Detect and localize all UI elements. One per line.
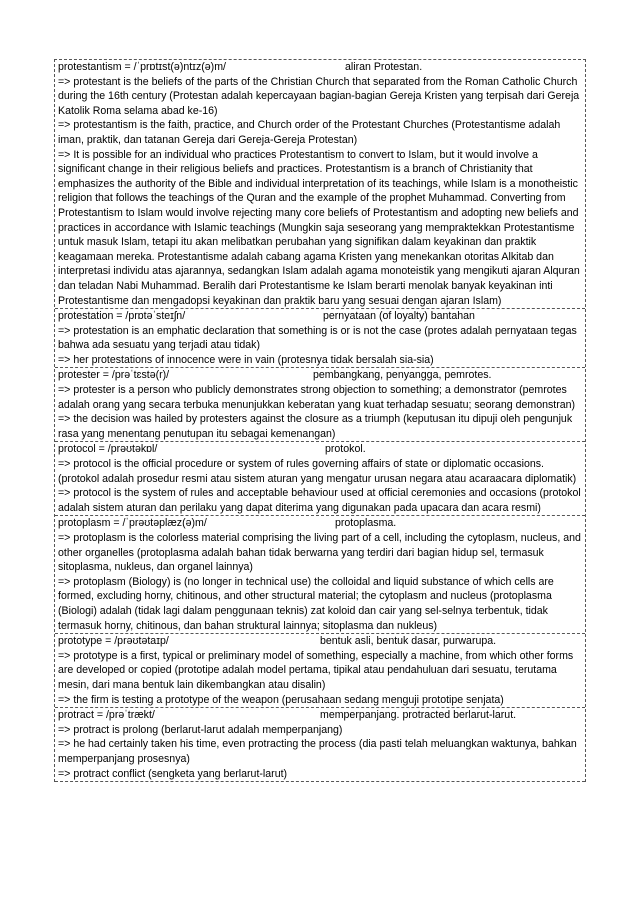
entry-meaning: pembangkang, penyangga, pemrotes. [313, 369, 492, 382]
entry-line: => protract is prolong (berlarut-larut adalah memperpanjang) [58, 723, 343, 736]
entry-line: => her protestations of innocence were in vain (protesnya tidak bersalah sia-sia) [58, 353, 434, 366]
entry-word: protestation = /prɒtəˈsteɪʃn/ [58, 310, 186, 323]
entry-meaning: aliran Protestan. [345, 61, 423, 73]
entry-header [58, 634, 583, 649]
entry-header [58, 368, 583, 383]
dictionary-entry-protract [55, 708, 585, 782]
entry-line: => prototype is a first, typical or preliminary model of something, especially a machine, from which other forms are developed or copied (prototipe adalah model pertama, tipikal atau pendahuluan dari sesuatu, terutama mesin, dari mana bentuk lain dikembangkan atau disalin) [58, 649, 574, 691]
dictionary-entry-protestantism [55, 60, 585, 309]
entry-line: => protract conflict (sengketa yang berlarut-larut) [58, 767, 288, 780]
entry-line: => protocol is the official procedure or system of rules governing affairs of state or diplomatic occasions. (protokol adalah prosedur resmi atau sistem aturan yang mengatur urusan negara atau acaraacara diplomatik) [58, 458, 577, 485]
entry-line: => protoplasm is the colorless material comprising the living part of a cell, including the cytoplasm, nucleus, and other organelles (protoplasma adalah bahan tidak berwarna yang terdiri dari bagian hidup sel, termasuk sitoplasma, nukleus, dan organel lainnya) [58, 532, 581, 574]
entry-meaning: memperpanjang. protracted berlarut-larut. [320, 709, 517, 722]
dictionary-entry-protoplasm [55, 516, 585, 634]
entry-meaning: pernyataan (of loyalty) bantahan [323, 310, 475, 323]
entry-meaning: protokol. [325, 443, 366, 456]
dictionary-entry-protester [55, 368, 585, 442]
entry-header [58, 708, 583, 723]
entry-word: prototype = /prəʊtətaɪp/ [58, 635, 169, 648]
entry-line: => It is possible for an individual who practices Protestantism to convert to Islam, but it would involve a significant change in their religious beliefs and practices. Protestantism is a branch of Christianity that emphasizes the authority of the Bible and individual interpretation of its teachings, while Islam is a monotheistic religion that follows the teachings of the Quran and the example of the prophet Muhammad. Converting from Protestantism to Islam would involve rejecting many core beliefs of Protestantism and adopting new beliefs and practices in accordance with Islamic teachings (Mungkin saja seseorang yang mempraktekkan Protestantisme untuk masuk Islam, tetapi itu akan melibatkan perubahan yang signifikan dalam keyakinan dan praktik keagamaan mereka. Protestantisme adalah cabang agama Kristen yang menekankan otoritas Alkitab dan interpretasi individu atas ajarannya, sedangkan Islam adalah agama monoteistik yang mengikuti ajaran Alquran dan teladan Nabi Muhammad. Beralih dari Protestantisme ke Islam berarti menolak banyak keyakinan inti Protestantisme dan mengadopsi keyakinan dan praktik baru yang sesuai dengan ajaran Islam) [58, 148, 580, 307]
dictionary-entry-protocol [55, 442, 585, 516]
entry-word: protract = /prəˈtrækt/ [58, 709, 155, 722]
entry-line: => protester is a person who publicly demonstrates strong objection to something; a demonstrator (pemrotes adalah orang yang secara terbuka menunjukkan keberatan yang kuat terhadap sesuatu; seorang demonstran) [58, 384, 576, 411]
entry-word: protester = /prəˈtɛstə(r)/ [58, 369, 170, 382]
entry-word: protocol = /prəʊtəkɒl/ [58, 443, 158, 456]
entry-meaning: bentuk asli, bentuk dasar, purwarupa. [320, 635, 497, 648]
entry-line: => protoplasm (Biology) is (no longer in technical use) the colloidal and liquid substance of which cells are formed, excluding horny, chitinous, and other structural material; the cytoplasm and nucleus (protoplasma (Biologi) adalah (tidak lagi dalam penggunaan teknis) zat koloid dan cair yang sel-selnya terbentuk, tidak termasuk horny, chitinous, dan bahan struktural lainnya; sitoplasma dan nukleus) [58, 575, 554, 632]
entry-header [58, 60, 583, 75]
entry-meaning: protoplasma. [335, 517, 397, 530]
entry-header [58, 442, 583, 457]
entry-header [58, 309, 583, 324]
entry-line: => he had certainly taken his time, even protracting the process (dia pasti telah meluangkan waktunya, bahkan memperpanjang prosesnya) [58, 738, 577, 765]
entry-line: => the firm is testing a prototype of the weapon (perusahaan sedang menguji prototipe senjata) [58, 693, 504, 706]
entry-line: => protestant is the beliefs of the parts of the Christian Church that separated from the Roman Catholic Church during the 16th century (Protestan adalah kepercayaan bagian-bagian Gereja Kristen yang terpisah dari Gereja Katolik Roma selama abad ke-16) [58, 75, 580, 117]
dictionary-entry-protestation [55, 309, 585, 368]
entry-word: protoplasm = /ˈprəʊtəplæz(ə)m/ [58, 517, 207, 530]
entry-line: => protestantism is the faith, practice, and Church order of the Protestant Churches (Protestantisme adalah iman, praktik, dan tatanan Gereja dari Gereja-Gereja Protestan) [58, 119, 561, 146]
entry-header [58, 516, 583, 531]
entry-word: protestantism = /ˈprɒtɪst(ə)ntɪz(ə)m/ [58, 61, 226, 73]
entry-line: => the decision was hailed by protesters against the closure as a triumph (keputusan itu dipuji oleh pengunjuk rasa yang menentang penutupan itu sebagai kemenangan) [58, 413, 573, 440]
entry-line: => protocol is the system of rules and acceptable behaviour used at official ceremonies and occasions (protokol adalah sistem aturan dan perilaku yang dapat diterima yang digunakan pada upacara dan acara resmi) [58, 487, 581, 514]
dictionary-entry-prototype [55, 634, 585, 708]
dictionary-page [54, 59, 586, 782]
entry-line: => protestation is an emphatic declaration that something is or is not the case (protes adalah pernyataan tegas bahwa ada sesuatu yang terjadi atau tidak) [58, 324, 577, 352]
